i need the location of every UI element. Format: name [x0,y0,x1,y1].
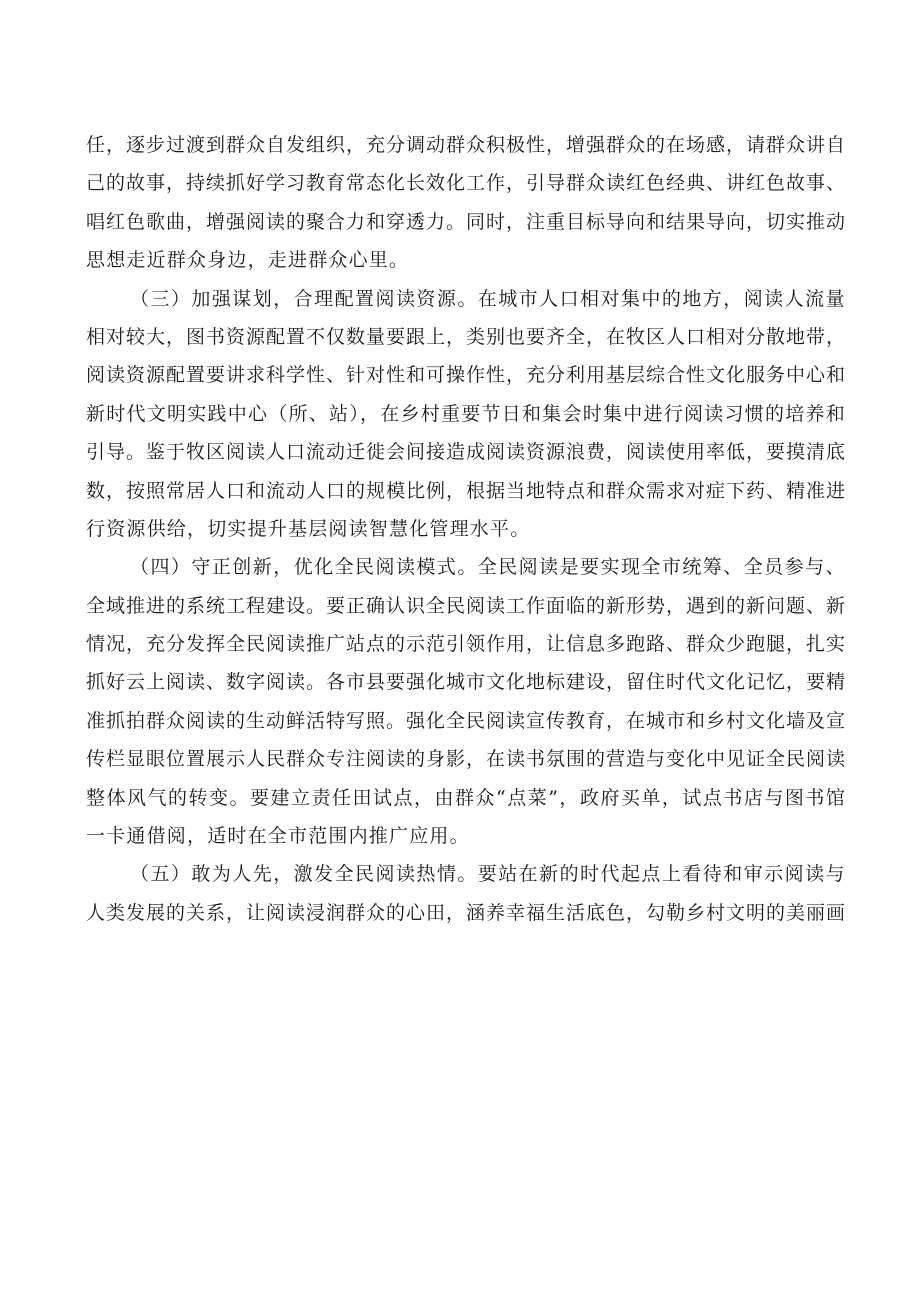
text-line: 准抓拍群众阅读的生动鲜活特写照。强化全民阅读宣传教育，在城市和乡村文化墙及宣 [86,709,847,732]
paragraph-section-4 [86,548,846,855]
text-line: 思想走近群众身边，走进群众心里。 [86,249,410,272]
text-line: 情况，充分发挥全民阅读推广站点的示范引领作用，让信息多跑路、群众少跑腿，扎实 [86,633,847,656]
text-line: 一卡通借阅，适时在全市范围内推广应用。 [86,825,470,848]
text-line: 数，按照常居人口和流动人口的规模比例，根据当地特点和群众需求对症下药、精准进 [86,479,847,502]
text-line: 己的故事，持续抓好学习教育常态化长效化工作，引导群众读红色经典、讲红色故事、 [86,172,847,195]
paragraph-continued [86,126,846,280]
text-line: 唱红色歌曲，增强阅读的聚合力和穿透力。同时，注重目标导向和结果导向，切实推动 [86,210,847,233]
text-line: （四）守正创新，优化全民阅读模式。全民阅读是要实现全市统筹、全员参与、 [130,556,847,579]
text-line: （五）敢为人先，激发全民阅读热情。要站在新的时代起点上看待和审示阅读与 [130,863,847,886]
text-line: 传栏显眼位置展示人民群众专注阅读的身影，在读书氛围的营造与变化中见证全民阅读 [86,748,847,771]
text-line: （三）加强谋划，合理配置阅读资源。在城市人口相对集中的地方，阅读人流量 [130,287,847,310]
text-line: 行资源供给，切实提升基层阅读智慧化管理水平。 [86,517,531,540]
text-line: 人类发展的关系，让阅读浸润群众的心田，涵养幸福生活底色，勾勒乡村文明的美丽画 [86,901,847,924]
text-line: 整体风气的转变。要建立责任田试点，由群众“点菜”，政府买单，试点书店与图书馆 [86,786,847,809]
paragraph-section-5 [86,855,846,932]
text-line: 阅读资源配置要讲求科学性、针对性和可操作性，充分利用基层综合性文化服务中心和 [86,364,847,387]
text-line: 全域推进的系统工程建设。要正确认识全民阅读工作面临的新形势，遇到的新问题、新 [86,594,847,617]
text-line: 任，逐步过渡到群众自发组织，充分调动群众积极性，增强群众的在场感，请群众讲自 [86,134,847,156]
paragraph-section-3 [86,280,846,549]
document-body [86,126,846,932]
text-line: 相对较大，图书资源配置不仅数量要跟上，类别也要齐全，在牧区人口相对分散地带， [86,325,847,348]
text-line: 引导。鉴于牧区阅读人口流动迁徙会间接造成阅读资源浪费，阅读使用率低，要摸清底 [86,441,847,464]
text-line: 抓好云上阅读、数字阅读。各市县要强化城市文化地标建设，留住时代文化记忆，要精 [86,671,847,694]
text-line: 新时代文明实践中心（所、站），在乡村重要节日和集会时集中进行阅读习惯的培养和 [86,402,846,425]
